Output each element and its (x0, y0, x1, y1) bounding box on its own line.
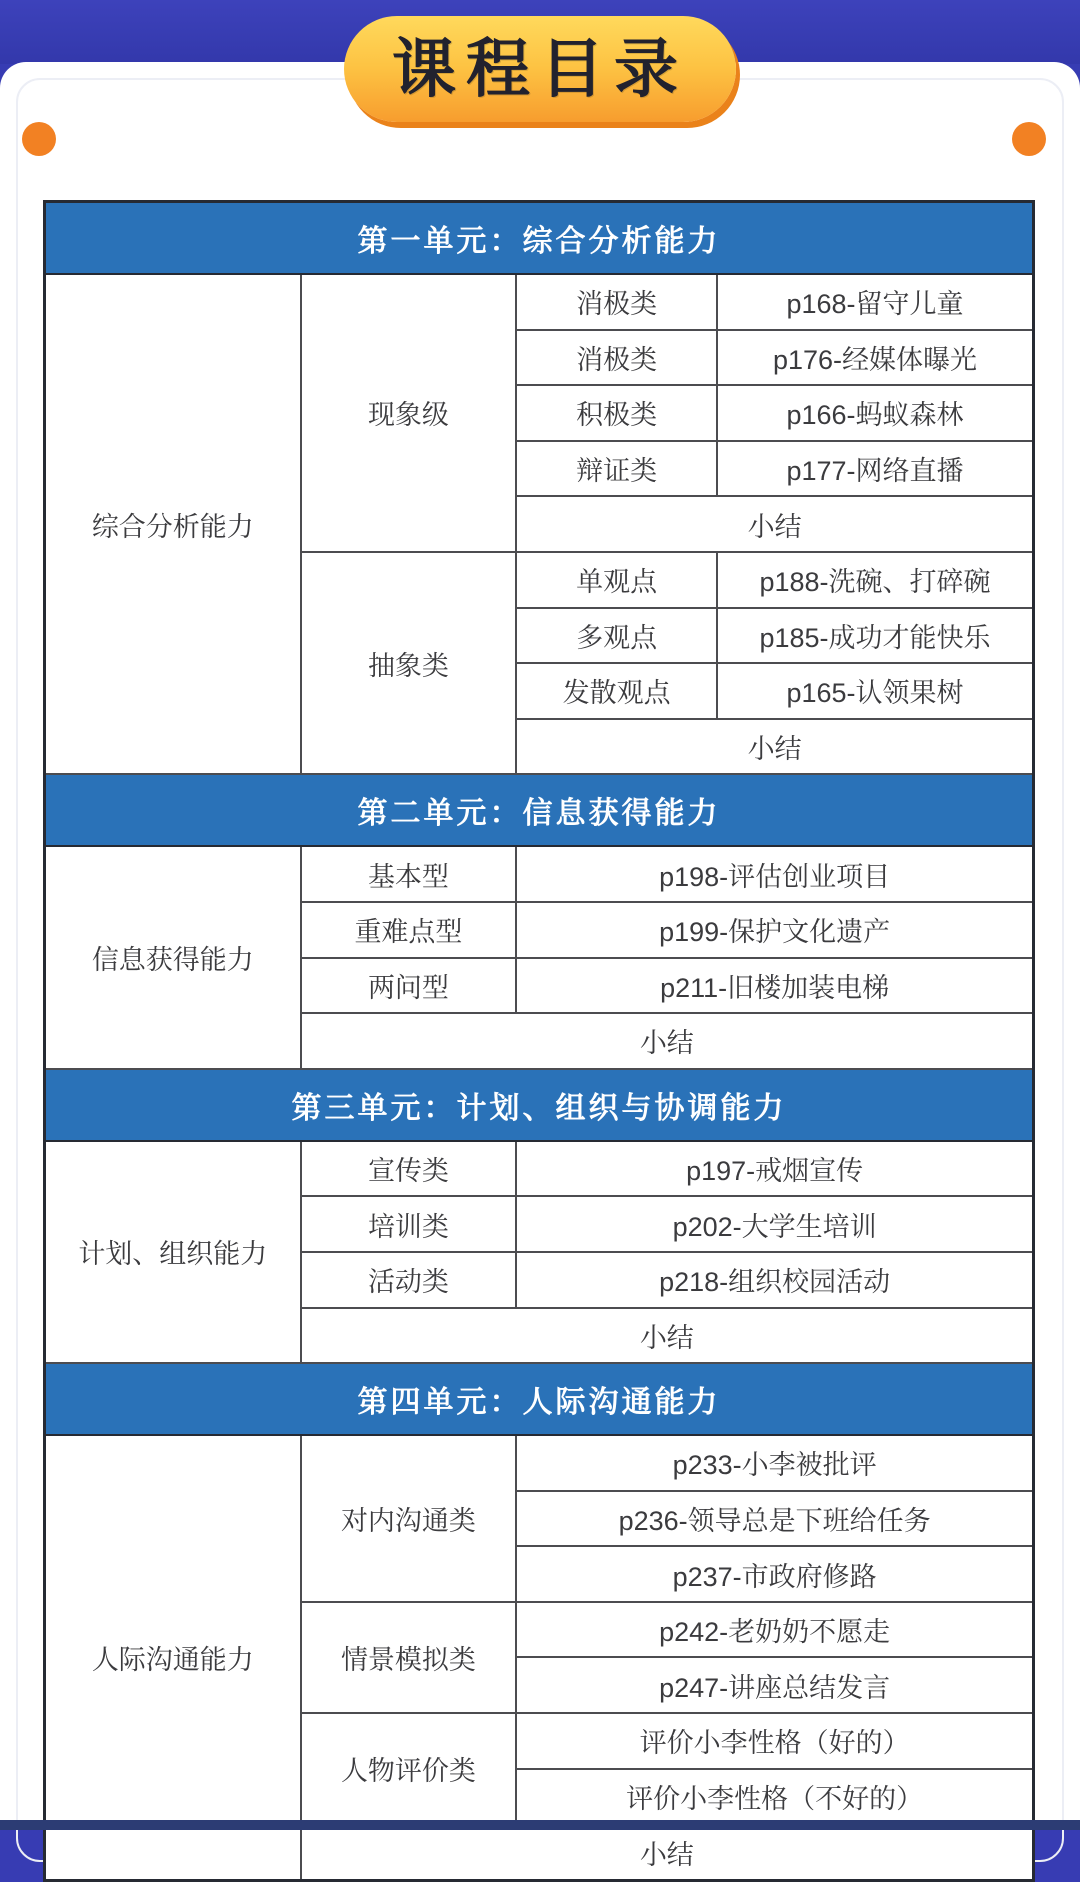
topic-cell: p237-市政府修路 (516, 1546, 1033, 1602)
type-cell: 发散观点 (516, 663, 717, 719)
topic-cell: p236-领导总是下班给任务 (516, 1491, 1033, 1547)
topic-cell: p185-成功才能快乐 (717, 608, 1034, 664)
unit-3-header-row (45, 1069, 1034, 1141)
category-cell: 计划、组织能力 (45, 1141, 301, 1363)
topic-cell: p177-网络直播 (717, 441, 1034, 497)
type-cell: 活动类 (301, 1252, 517, 1308)
topic-cell: p247-讲座总结发言 (516, 1657, 1033, 1713)
course-catalog-table (43, 200, 1035, 1882)
topic-cell: p242-老奶奶不愿走 (516, 1602, 1033, 1658)
decorative-dot-left (22, 122, 56, 156)
unit-header: 第四单元：人际沟通能力 (45, 1363, 1034, 1435)
type-cell: 培训类 (301, 1196, 517, 1252)
type-cell: 宣传类 (301, 1141, 517, 1197)
category-cell: 人际沟通能力 (45, 1435, 301, 1880)
decorative-dot-right (1012, 122, 1046, 156)
summary-cell: 小结 (301, 1824, 1034, 1880)
topic-cell: 评价小李性格（好的） (516, 1713, 1033, 1769)
topic-cell: p197-戒烟宣传 (516, 1141, 1033, 1197)
summary-cell: 小结 (516, 719, 1033, 775)
type-cell: 辩证类 (516, 441, 717, 497)
type-cell: 多观点 (516, 608, 717, 664)
type-cell: 重难点型 (301, 902, 517, 958)
table-row (45, 846, 1034, 902)
table-row (45, 1435, 1034, 1491)
type-cell: 基本型 (301, 846, 517, 902)
category-cell: 综合分析能力 (45, 274, 301, 774)
table-row (45, 1141, 1034, 1197)
topic-cell: p202-大学生培训 (516, 1196, 1033, 1252)
topic-cell: 评价小李性格（不好的） (516, 1769, 1033, 1825)
topic-cell: p199-保护文化遗产 (516, 902, 1033, 958)
topic-cell: p233-小李被批评 (516, 1435, 1033, 1491)
topic-cell: p198-评估创业项目 (516, 846, 1033, 902)
title-badge (344, 16, 736, 122)
group-cell: 抽象类 (301, 552, 517, 774)
table-row (45, 274, 1034, 330)
type-cell: 积极类 (516, 385, 717, 441)
group-cell: 现象级 (301, 274, 517, 552)
topic-cell: p165-认领果树 (717, 663, 1034, 719)
unit-header: 第三单元：计划、组织与协调能力 (45, 1069, 1034, 1141)
summary-cell: 小结 (516, 496, 1033, 552)
group-cell: 情景模拟类 (301, 1602, 517, 1713)
unit-4-header-row (45, 1363, 1034, 1435)
unit-header: 第一单元：综合分析能力 (45, 202, 1034, 275)
unit-2-header-row (45, 774, 1034, 846)
page-title: 课程目录 (392, 33, 688, 105)
topic-cell: p188-洗碗、打碎碗 (717, 552, 1034, 608)
bottom-navy-bar (0, 1820, 1080, 1830)
topic-cell: p218-组织校园活动 (516, 1252, 1033, 1308)
topic-cell: p166-蚂蚁森林 (717, 385, 1034, 441)
type-cell: 单观点 (516, 552, 717, 608)
category-cell: 信息获得能力 (45, 846, 301, 1068)
type-cell: 两问型 (301, 958, 517, 1014)
unit-header: 第二单元：信息获得能力 (45, 774, 1034, 846)
unit-1-header-row (45, 202, 1034, 275)
group-cell: 对内沟通类 (301, 1435, 517, 1602)
group-cell: 人物评价类 (301, 1713, 517, 1824)
type-cell: 消极类 (516, 274, 717, 330)
type-cell: 消极类 (516, 330, 717, 386)
topic-cell: p168-留守儿童 (717, 274, 1034, 330)
topic-cell: p211-旧楼加装电梯 (516, 958, 1033, 1014)
summary-cell: 小结 (301, 1013, 1034, 1069)
summary-cell: 小结 (301, 1308, 1034, 1364)
topic-cell: p176-经媒体曝光 (717, 330, 1034, 386)
